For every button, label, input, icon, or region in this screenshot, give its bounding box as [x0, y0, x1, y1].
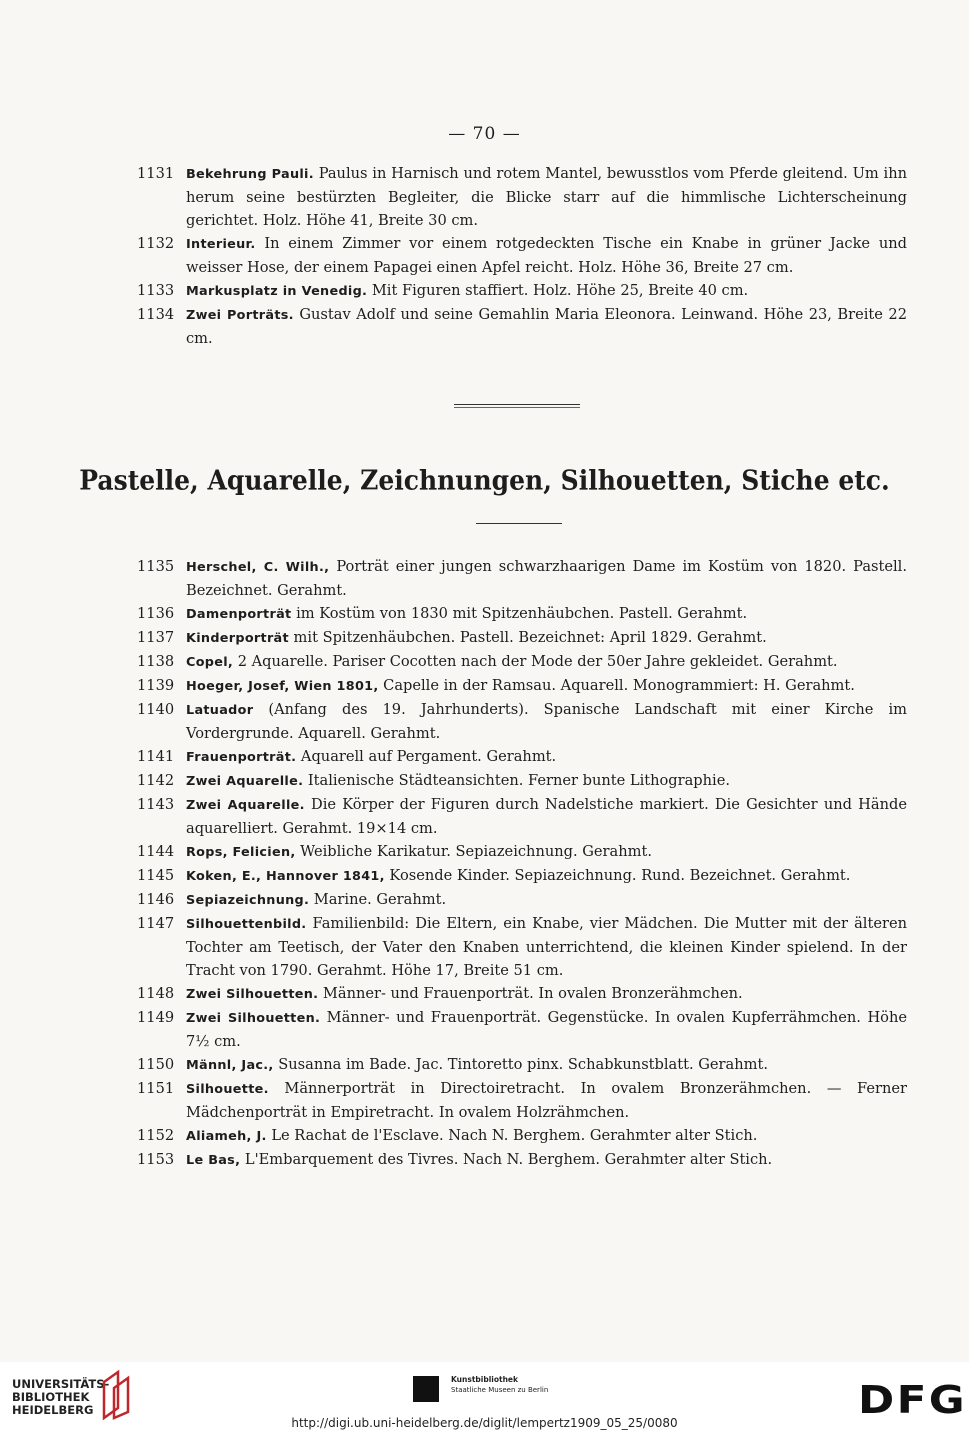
entry-description: Marine. Gerahmt. — [309, 891, 447, 908]
entry-title: Latuador — [186, 703, 254, 718]
entry-description: Männerporträt in Directoiretracht. In ovalem Bronzerähmchen. — Ferner Mädchenporträt in Empiretracht. In ovalem Holzrähmchen. — [186, 1080, 907, 1121]
catalog-entries-top — [137, 162, 907, 350]
entry-number: 1140 — [137, 701, 175, 718]
entry-title: Silhouettenbild. — [186, 917, 307, 932]
catalog-entry — [137, 982, 907, 1006]
entry-description: Männer- und Frauenporträt. Gegenstücke. In ovalen Kupferrähmchen. Höhe 7½ cm. — [186, 1009, 907, 1050]
catalog-entry — [137, 745, 907, 769]
entry-description: Kosende Kinder. Sepiazeichnung. Rund. Bezeichnet. Gerahmt. — [384, 867, 851, 884]
entry-title: Bekehrung Pauli. — [186, 167, 314, 182]
entry-description: Gustav Adolf und seine Gemahlin Maria Eleonora. Leinwand. Höhe 23, Breite 22 cm. — [186, 306, 907, 347]
entry-number: 1142 — [137, 772, 175, 789]
catalog-entry — [137, 1124, 907, 1148]
entry-title: Aliameh, J. — [186, 1129, 267, 1144]
entry-description: im Kostüm von 1830 mit Spitzenhäubchen. Pastell. Gerahmt. — [291, 605, 748, 622]
entry-description: Mit Figuren staffiert. Holz. Höhe 25, Breite 40 cm. — [367, 282, 749, 299]
entry-title: Kinderporträt — [186, 631, 289, 646]
catalog-entries-bottom — [137, 555, 907, 1172]
entry-number: 1138 — [137, 653, 175, 670]
catalog-entry — [137, 232, 907, 279]
entry-number: 1134 — [137, 306, 175, 323]
catalog-entry — [137, 1148, 907, 1172]
entry-title: Rops, Felicien, — [186, 845, 296, 860]
entry-number: 1145 — [137, 867, 175, 884]
entry-description: mit Spitzenhäubchen. Pastell. Bezeichnet: April 1829. Gerahmt. — [288, 629, 767, 646]
ub-logo-line1: UNIVERSITÄTS- — [12, 1377, 110, 1391]
entry-title: Zwei Aquarelle. — [186, 798, 305, 813]
entry-number: 1143 — [137, 796, 175, 813]
catalog-entry — [137, 793, 907, 840]
source-url[interactable]: http://digi.ub.uni-heidelberg.de/diglit/lempertz1909_05_25/0080 — [291, 1416, 678, 1430]
entry-description: Männer- und Frauenporträt. In ovalen Bronzerähmchen. — [318, 985, 743, 1002]
catalog-entry — [137, 1053, 907, 1077]
entry-title: Markusplatz in Venedig. — [186, 284, 368, 299]
entry-title: Interieur. — [186, 237, 256, 252]
catalog-entry — [137, 162, 907, 232]
catalog-entry — [137, 888, 907, 912]
entry-title: Sepiazeichnung. — [186, 893, 310, 908]
entry-number: 1150 — [137, 1056, 175, 1073]
dfg-logo[interactable]: DFG — [858, 1378, 967, 1422]
catalog-entry — [137, 602, 907, 626]
entry-number: 1147 — [137, 915, 175, 932]
catalog-entry — [137, 555, 907, 602]
entry-number: 1131 — [137, 165, 175, 182]
ub-logo-line2: BIBLIOTHEK — [12, 1390, 90, 1404]
entry-title: Zwei Aquarelle. — [186, 774, 304, 789]
entry-number: 1141 — [137, 748, 175, 765]
kb-logo-line1: Kunstbibliothek — [451, 1375, 519, 1384]
entry-title: Frauenporträt. — [186, 750, 297, 765]
entry-number: 1137 — [137, 629, 175, 646]
entry-number: 1148 — [137, 985, 175, 1002]
entry-number: 1149 — [137, 1009, 175, 1026]
entry-number: 1132 — [137, 235, 175, 252]
entry-description: Aquarell auf Pergament. Gerahmt. — [296, 748, 557, 765]
ub-heidelberg-logo[interactable] — [12, 1378, 109, 1417]
entry-description: L'Embarquement des Tivres. Nach N. Berghem. Gerahmter alter Stich. — [240, 1151, 773, 1168]
entry-title: Zwei Silhouetten. — [186, 987, 319, 1002]
section-divider-second-line — [454, 407, 580, 408]
entry-number: 1136 — [137, 605, 175, 622]
entry-description: Familienbild: Die Eltern, ein Knabe, vier Mädchen. Die Mutter mit der älteren Tochter am Teetisch, der Vater den Knaben unterrichtend, die kleinen Kinder spielend. In der Tracht von 1790. Gerahmt. Höhe 17, Breite 51 cm. — [186, 915, 907, 979]
catalog-entry — [137, 650, 907, 674]
entry-title: Herschel, C. Wilh., — [186, 560, 330, 575]
entry-description: Le Rachat de l'Esclave. Nach N. Berghem. Gerahmter alter Stich. — [266, 1127, 758, 1144]
entry-description: 2 Aquarelle. Pariser Cocotten nach der Mode der 50er Jahre gekleidet. Gerahmt. — [233, 653, 838, 670]
entry-title: Damenporträt — [186, 607, 292, 622]
ub-logo-line3: HEIDELBERG — [12, 1403, 94, 1417]
entry-number: 1144 — [137, 843, 175, 860]
entry-description: (Anfang des 19. Jahrhunderts). Spanische Landschaft mit einer Kirche im Vordergrunde. Aquarell. Gerahmt. — [186, 701, 907, 742]
entry-description: Italienische Städteansichten. Ferner bunte Lithographie. — [303, 772, 730, 789]
entry-title: Silhouette. — [186, 1082, 269, 1097]
entry-description: Porträt einer jungen schwarzhaarigen Dame im Kostüm von 1820. Pastell. Bezeichnet. Gerahmt. — [186, 558, 907, 599]
entry-title: Koken, E., Hannover 1841, — [186, 869, 385, 884]
kunstbibliothek-emblem-icon — [413, 1376, 439, 1402]
entry-number: 1152 — [137, 1127, 175, 1144]
catalog-entry — [137, 864, 907, 888]
entry-number: 1135 — [137, 558, 175, 575]
section-title: Pastelle, Aquarelle, Zeichnungen, Silhouetten, Stiche etc. — [79, 464, 890, 497]
page-number: — 70 — — [448, 124, 521, 144]
catalog-entry — [137, 279, 907, 303]
entry-description: Paulus in Harnisch und rotem Mantel, bewusstlos vom Pferde gleitend. Um ihn herum seine bestürzten Begleiter, die Blicke starr auf die himmlische Lichterscheinung gerichtet. Holz. Höhe 41, Breite 30 cm. — [186, 165, 907, 229]
entry-number: 1153 — [137, 1151, 175, 1168]
entry-description: Capelle in der Ramsau. Aquarell. Monogrammiert: H. Gerahmt. — [378, 677, 855, 694]
entry-description: In einem Zimmer vor einem rotgedeckten Tische ein Knabe in grüner Jacke und weisser Hose, der einem Papagei einen Apfel reicht. Holz. Höhe 36, Breite 27 cm. — [186, 235, 907, 276]
catalog-entry — [137, 840, 907, 864]
catalog-entry — [137, 912, 907, 982]
entry-title: Le Bas, — [186, 1153, 241, 1168]
entry-description: Weibliche Karikatur. Sepiazeichnung. Gerahmt. — [295, 843, 652, 860]
entry-description: Susanna im Bade. Jac. Tintoretto pinx. Schabkunstblatt. Gerahmt. — [273, 1056, 768, 1073]
ub-emblem-icon — [100, 1368, 134, 1420]
entry-title: Hoeger, Josef, Wien 1801, — [186, 679, 379, 694]
catalog-entry — [137, 698, 907, 745]
entry-title: Männl, Jac., — [186, 1058, 274, 1073]
entry-number: 1151 — [137, 1080, 175, 1097]
entry-description: Die Körper der Figuren durch Nadelstiche markiert. Die Gesichter und Hände aquarelliert. Gerahmt. 19×14 cm. — [186, 796, 907, 837]
entry-number: 1139 — [137, 677, 175, 694]
catalog-entry — [137, 769, 907, 793]
entry-number: 1146 — [137, 891, 175, 908]
catalog-entry — [137, 674, 907, 698]
entry-title: Copel, — [186, 655, 234, 670]
section-divider — [454, 404, 580, 405]
entry-title: Zwei Silhouetten. — [186, 1011, 321, 1026]
entry-title: Zwei Porträts. — [186, 308, 294, 323]
kunstbibliothek-logo[interactable] — [451, 1375, 591, 1395]
kb-logo-line2: Staatliche Museen zu Berlin — [451, 1386, 549, 1394]
catalog-entry — [137, 1006, 907, 1053]
catalog-entry — [137, 1077, 907, 1124]
catalog-entry — [137, 303, 907, 350]
catalog-entry — [137, 626, 907, 650]
title-underline — [476, 523, 562, 524]
entry-number: 1133 — [137, 282, 175, 299]
